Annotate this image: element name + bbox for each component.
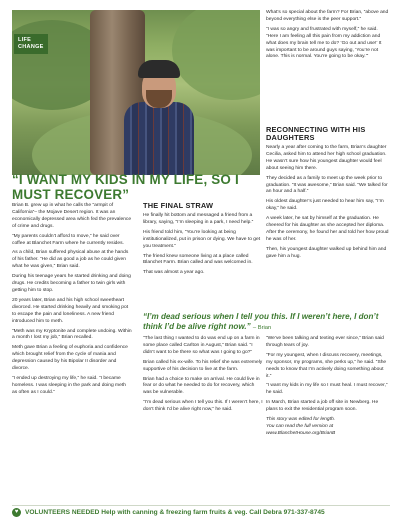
paragraph: Brian called his ex-wife. To his relief she was extremely supportive of his decision to live at the farm. xyxy=(143,359,263,372)
paragraph: His friend told him, “You’re looking at being institutionalized, put in prison or dying. We have to get you treatment.” xyxy=(143,229,261,249)
note-link[interactable]: www.BlanchetHouse.org/BrianB xyxy=(266,430,336,436)
paragraph: “I ended up destroying my life,” he said. “I became homeless. I was sleeping in the park and doing meth as often as I could.” xyxy=(12,375,126,395)
paragraph: Then, his youngest daughter walked up behind him and gave him a hug. xyxy=(266,246,387,259)
pull-quote-attribution: – Brian xyxy=(252,325,272,331)
column-1 xyxy=(12,203,132,400)
paragraph: “My parents couldn’t afford to move,” he said over coffee at Blanchet Farm where he currently resides. xyxy=(12,233,124,246)
paragraph: The friend knew someone living at a place called Blanchet Farm. Brian called and was welcomed in. xyxy=(143,253,253,266)
footer-text xyxy=(25,508,325,517)
paragraph: Brian B. grew up in what he calls the “armpit of California”– the Mojave Desert region. It was an economically depressed area which fed the prevalence of crime and drugs. xyxy=(12,203,132,229)
pull-quote-text: “I’m dead serious when I tell you this. If I weren’t here, I don’t think I’d be alive right now.” xyxy=(143,312,379,331)
editor-note xyxy=(266,417,390,438)
paragraph: “I want my kids in my life so I must heal. I must recover,” he said. xyxy=(266,383,388,396)
column-5 xyxy=(266,336,390,441)
life-change-badge xyxy=(14,34,48,54)
paragraph: “For my youngest, when I discuss recovery, meetings, my sponsor, my programs, she perks up,” he said. “She needs to know that I’m actively doing something about it.” xyxy=(266,352,387,379)
paragraph: As a child, Brian suffered physical abuse at the hands of his father. “He did as good a job as he could given what he was given,” Brian said. xyxy=(12,250,129,270)
paragraph: Brian had a choice to make on arrival. He could live in fear or do what he needed to do for recovery, which was be vulnerable. xyxy=(143,376,260,396)
paragraph: They decided as a family to meet up the week prior to graduation. “It was awesome,” Brian said. “We talked for an hour and a half.” xyxy=(266,175,388,195)
badge-line: LIFE xyxy=(18,37,32,43)
column-3 xyxy=(266,10,390,64)
heart-icon: ♥ xyxy=(12,508,21,517)
paragraph: His oldest daughter’s just needed to hear him say, “I’m okay,” he said. xyxy=(266,199,384,212)
paragraph: That was almost a year ago. xyxy=(143,270,205,276)
column-2 xyxy=(143,213,263,280)
footer-label: VOLUNTEERS NEEDED xyxy=(25,509,100,516)
paragraph: “I’m dead serious when I tell you this. If I weren’t here, I don’t think I’d be alive right now,” he said. xyxy=(143,400,263,413)
note-line: You can read the full version at xyxy=(266,423,334,429)
note-line: This story was edited for length. xyxy=(266,417,336,423)
person-shirt xyxy=(124,102,194,175)
paragraph: “Meth was my Kryptonite and complete undoing. Within a month I lost my job,” Brian recalled. xyxy=(12,328,132,341)
paragraph: “I was so angry and frustrated with myself,” he said. “Here I am feeling all this pain from my addiction and what does my brain tell me to do? ‘Go out and use!’ It was important to be around guys saying, ‘You’re not alone. This is normal. You’re going to be okay.’” xyxy=(266,26,382,60)
badge-line: CHANGE xyxy=(18,44,44,50)
volunteer-footer xyxy=(0,503,400,518)
paragraph: “We’ve been talking and texting ever since,” Brian said through tears of joy. xyxy=(266,336,384,348)
paragraph: A week later, he sat by himself at the graduation. He cheered for his daughter as she accepted her diploma. After the ceremony, he found her and told her how proud he was of her. xyxy=(266,216,389,242)
hero-photo xyxy=(12,10,260,175)
paragraph: Nearly a year after coming to the farm, Brian’s daughter Cecilia, asked him to attend her high school graduation. He wasn’t sure how his youngest daughter would feel about seeing him there. xyxy=(266,145,387,171)
paragraph: Meth gave Brian a feeling of euphoria and confidence which brought relief from the cycle of mania and depression caused by his Bipolar II disorder and divorce. xyxy=(12,345,128,372)
footer-divider xyxy=(12,505,390,506)
paragraph: What’s so special about the farm? For Brian, “above and beyond everything else is the peer support.” xyxy=(266,10,389,22)
paragraph: During his teenage years he started drinking and doing drugs. He credits becoming a father to twin girls with getting him to stop. xyxy=(12,274,131,293)
headline: “I WANT MY KIDS IN MY LIFE, SO I MUST RECOVER” xyxy=(12,172,239,202)
person-hat xyxy=(138,60,180,78)
paragraph: 20 years later, Brian and his high school sweetheart divorced. He started drinking heavily and smoking pot to escape the pain and loneliness. A new friend introduced him to meth. xyxy=(12,297,129,324)
column-3-continued xyxy=(266,145,390,264)
footer-message: Help with canning & freezing farm fruits & veg. Call Debra 971-337-8745 xyxy=(99,509,325,516)
paragraph: In March, Brian started a job off site in Newberg. He plans to exit the residential program soon. xyxy=(266,400,379,413)
foliage xyxy=(172,10,260,100)
section-heading-reconnecting: RECONNECTING WITH HIS DAUGHTERS xyxy=(266,125,366,143)
section-heading-final-straw: THE FINAL STRAW xyxy=(143,201,214,210)
column-4 xyxy=(143,336,263,417)
pull-quote xyxy=(143,312,390,333)
paragraph: He finally hit bottom and messaged a friend from a library, saying, “I’m sleeping in a park, I need help.” xyxy=(143,213,254,225)
paragraph: “The last thing I wanted to do was end up on a farm in some place called Carlton in August,” Brian said. “I didn’t want to be there so what was I going to go?” xyxy=(143,336,260,355)
